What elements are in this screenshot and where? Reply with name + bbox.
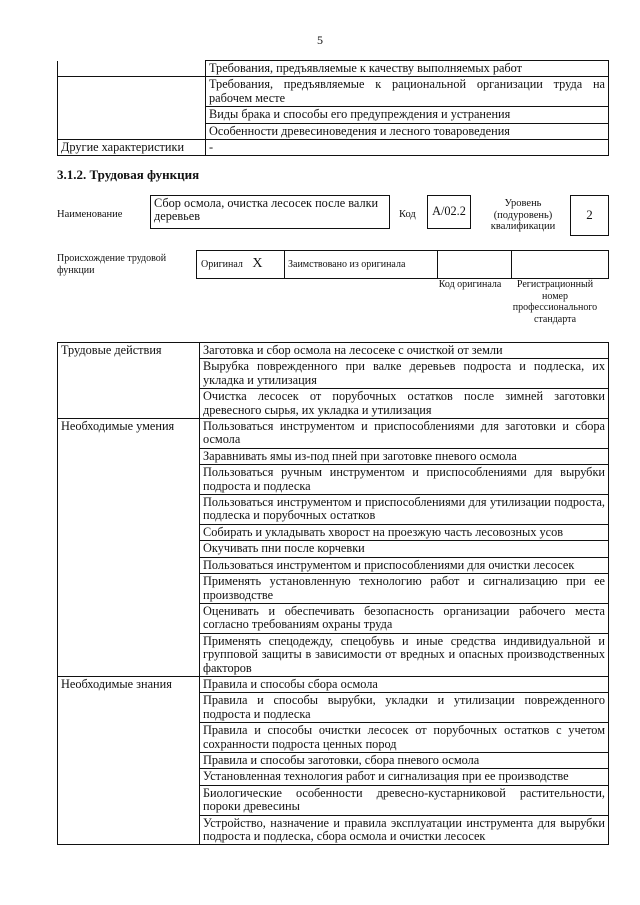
group-item: Заравнивать ямы из-под пней при заготовке пневого осмола [200,448,609,464]
group-item: Правила и способы заготовки, сбора пневого осмола [200,752,609,768]
page-number: 5 [317,33,323,47]
table-row [58,61,609,77]
group-item: Правила и способы сбора осмола [200,676,609,692]
origin-table [196,250,609,279]
row-value: Особенности древесиноведения и лесного товароведения [206,123,609,139]
origin-reg-cell [512,251,609,279]
borrowed-cell [285,251,438,279]
group-item: Окучивать пни после корчевки [200,541,609,557]
table-row [58,419,609,449]
table-row [58,123,609,139]
group-item: Вырубка поврежденного при валке деревьев подроста и подлеска, их укладка и утилизация [200,359,609,389]
row-value: Требования, предъявляемые к рациональной организации труда на рабочем месте [206,77,609,107]
group-item: Заготовка и сбор осмола на лесосеке с очисткой от земли [200,343,609,359]
top-characteristics-table [57,60,609,156]
group-item: Пользоваться инструментом и приспособлениями для очистки лесосек [200,557,609,573]
function-name: Сбор осмола, очистка лесосек после валки деревьев [154,196,379,224]
original-label: Оригинал [201,259,243,271]
section-title: 3.1.2. Трудовая функция [57,167,200,182]
group-item: Пользоваться инструментом и приспособлениями для утилизации подроста, подлеска и порубочных остатков [200,495,609,525]
table-row [58,77,609,107]
code-label: Код [399,209,416,220]
row-label: Другие характеристики [58,140,206,156]
original-mark: Х [252,256,263,272]
code-caption: Код оригинала [438,279,502,290]
group-label: Трудовые действия [58,343,200,419]
code-value-box [427,195,471,229]
level-value-box [570,195,609,236]
original-cell [197,251,285,279]
reg-caption: Регистрационный номер профессионального стандарта [512,279,598,325]
origin-code-cell [438,251,512,279]
row-label [58,123,206,139]
group-item: Установленная технология работ и сигнализация при ее производстве [200,769,609,785]
group-item: Пользоваться ручным инструментом и приспособлениями для вырубки подроста и подлеска [200,465,609,495]
origin-label: Происхождение трудовой функции [57,253,167,276]
group-item: Устройство, назначение и правила эксплуатации инструмента для вырубки подроста и подлеска, сбора осмола и очистки лесосек [200,815,609,845]
group-item: Очистка лесосек от порубочных остатков после зимней заготовки древесного сырья, их укладка и утилизация [200,389,609,419]
group-item: Применять спецодежду, спецобувь и иные средства индивидуальной и групповой защиты в зависимости от вредных и опасных производственных факторов [200,633,609,676]
table-row [58,107,609,123]
row-label [58,61,206,77]
code-value: А/02.2 [432,204,466,218]
row-label [58,107,206,123]
level-value: 2 [586,207,593,222]
table-row [58,676,609,692]
table-row [58,140,609,156]
group-item: Биологические особенности древесно-кустарниковой растительности, пороки древесины [200,785,609,815]
name-label: Наименование [57,209,123,220]
level-label: Уровень (подуровень) квалификации [490,198,556,232]
row-label [58,77,206,107]
group-item: Применять установленную технологию работ и сигнализацию при ее производстве [200,574,609,604]
group-item: Собирать и укладывать хворост на проезжую часть лесовозных усов [200,524,609,540]
borrowed-label: Заимствовано из оригинала [288,258,406,270]
row-value: - [206,140,609,156]
name-value-box [150,195,390,229]
group-item: Правила и способы очистки лесосек от порубочных остатков с учетом сохранности подроста ценных пород [200,723,609,753]
row-value: Требования, предъявляемые к качеству выполняемых работ [206,61,609,77]
table-row [58,343,609,359]
group-item: Оценивать и обеспечивать безопасность организации рабочего места согласно требованиям охраны труда [200,603,609,633]
group-label: Необходимые знания [58,676,200,844]
group-item: Пользоваться инструментом и приспособлениями для заготовки и сбора осмола [200,419,609,449]
group-item: Правила и способы вырубки, укладки и утилизации поврежденного подроста и подлеска [200,693,609,723]
row-value: Виды брака и способы его предупреждения и устранения [206,107,609,123]
group-label: Необходимые умения [58,419,200,677]
function-details-table [57,342,609,845]
